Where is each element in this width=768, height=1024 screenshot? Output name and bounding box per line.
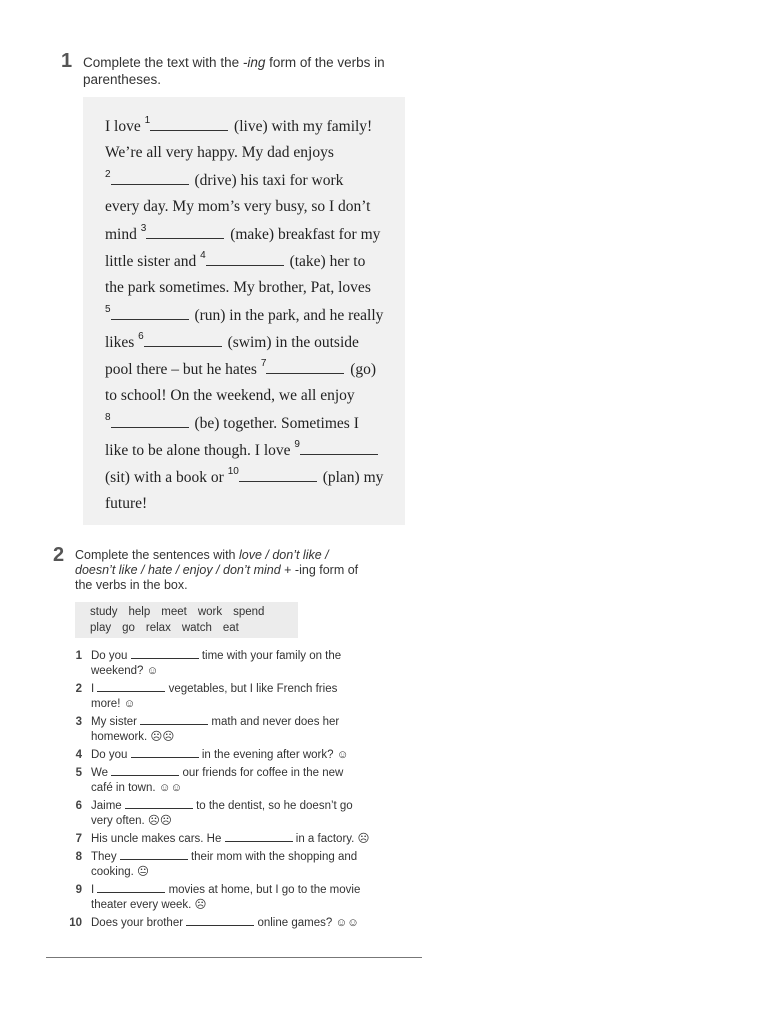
answer-blank[interactable]: [146, 237, 224, 239]
answer-blank[interactable]: [239, 480, 317, 482]
line-text: (drive) his taxi for work: [190, 172, 344, 190]
box-word: spend: [233, 606, 265, 618]
line-text: to school! On the weekend, we all enjoy: [105, 387, 355, 404]
answer-blank[interactable]: [97, 690, 165, 692]
line-text: mind: [105, 226, 141, 244]
item-text-line2: very often. ☹☹: [91, 815, 172, 827]
item-text-pre: His uncle makes cars. He: [91, 833, 225, 845]
sentence-item: [64, 682, 394, 712]
instruction-text: parentheses.: [83, 72, 162, 87]
exercise-1-text-box: [83, 97, 405, 525]
line-text: (be) together. Sometimes I: [190, 415, 359, 433]
item-number: 4: [75, 749, 82, 761]
sentence-item: [64, 916, 394, 931]
box-word: eat: [222, 622, 239, 634]
item-number: 10: [69, 917, 82, 929]
item-text-pre: I: [91, 683, 98, 695]
text-line: [105, 252, 365, 271]
line-text: (run) in the park, and he really: [190, 307, 384, 325]
line-text: (sit) with a book or: [105, 469, 228, 487]
text-line: [105, 468, 383, 487]
item-text: [91, 748, 391, 763]
text-line: [105, 387, 355, 405]
text-line: [105, 225, 380, 244]
instruction-italic: love / don’t like /: [238, 548, 329, 562]
box-word: go: [122, 622, 135, 634]
sentence-item: [64, 832, 394, 847]
item-text: [91, 883, 391, 913]
sentence-item: [64, 883, 394, 913]
blank-number: 8: [105, 412, 111, 423]
word-box: [75, 602, 298, 638]
blank-number: 2: [105, 169, 111, 180]
item-text-post: their mom with the shopping and: [187, 851, 358, 863]
item-text-post: in a factory. ☹: [292, 833, 370, 845]
answer-blank[interactable]: [97, 891, 165, 893]
item-text-pre: They: [91, 851, 120, 863]
box-word: watch: [181, 622, 212, 634]
item-number: 2: [75, 683, 82, 695]
item-text-post: online games? ☺☺: [254, 917, 359, 929]
line-text: every day. My mom’s very busy, so I don’t: [105, 198, 371, 215]
sentence-item: [64, 715, 394, 745]
item-text-pre: Do you: [91, 749, 131, 761]
line-text: future!: [105, 495, 148, 512]
item-text-post: math and never does her: [208, 716, 340, 728]
sentence-item: [64, 649, 394, 679]
item-text-line2: homework. ☹☹: [91, 731, 175, 743]
text-line: [105, 441, 380, 460]
item-number: 1: [75, 650, 82, 662]
item-number: 7: [75, 833, 82, 845]
line-text: the park sometimes. My brother, Pat, loves: [105, 279, 371, 296]
item-text-post: our friends for coffee in the new: [179, 767, 344, 779]
answer-blank[interactable]: [131, 756, 199, 758]
text-line: [105, 198, 370, 216]
box-word: relax: [145, 622, 171, 634]
text-line: [105, 306, 383, 325]
instruction-italic: -ing: [242, 55, 266, 70]
line-text: We’re all very happy. My dad enjoys: [105, 144, 334, 161]
answer-blank[interactable]: [111, 426, 189, 428]
answer-blank[interactable]: [225, 840, 293, 842]
answer-blank[interactable]: [206, 264, 284, 266]
item-text-line2: cooking. 😐: [91, 866, 150, 878]
item-text-post: in the evening after work? ☺: [198, 749, 349, 761]
blank-number: 4: [200, 250, 206, 261]
item-text-post: time with your family on the: [198, 650, 342, 662]
answer-blank[interactable]: [150, 129, 228, 131]
instruction-text: + -ing form of: [280, 563, 359, 577]
sentence-item: [64, 850, 394, 880]
line-text: like to be alone though. I love: [105, 442, 295, 460]
item-number: 9: [75, 884, 82, 896]
answer-blank[interactable]: [111, 318, 189, 320]
blank-number: 6: [138, 331, 144, 342]
text-line: [105, 117, 372, 136]
text-line: [105, 279, 371, 297]
item-number: 6: [75, 800, 82, 812]
sentence-item: [64, 766, 394, 796]
item-text: [91, 715, 391, 745]
line-text: (plan) my: [318, 469, 384, 487]
instruction-text: form of the verbs in: [265, 55, 385, 70]
sentence-item: [64, 799, 394, 829]
item-text-post: movies at home, but I go to the movie: [165, 884, 361, 896]
line-text: (take) her to: [285, 253, 366, 271]
blank-number: 3: [140, 223, 147, 234]
line-text: (swim) in the outside: [223, 334, 359, 352]
item-text-post: vegetables, but I like French fries: [165, 683, 338, 695]
item-text-line2: more! ☺: [91, 698, 136, 710]
box-word: meet: [161, 606, 187, 618]
bottom-divider: [46, 957, 422, 958]
exercise-2-instruction: [75, 548, 405, 593]
instruction-text: Complete the text with the: [83, 55, 243, 70]
text-line: [105, 360, 376, 379]
item-text-pre: We: [91, 767, 112, 779]
blank-number: 9: [294, 439, 300, 450]
box-word: work: [197, 606, 223, 618]
answer-blank[interactable]: [140, 723, 208, 725]
box-word: study: [90, 606, 118, 618]
item-text: [91, 799, 391, 829]
item-number: 5: [75, 767, 82, 779]
word-row-1: [90, 606, 275, 618]
answer-blank[interactable]: [266, 372, 344, 374]
instruction-text: the verbs in the box.: [75, 578, 188, 592]
item-text-post: to the dentist, so he doesn’t go: [192, 800, 353, 812]
item-text-pre: My sister: [91, 716, 141, 728]
text-line: [105, 333, 359, 352]
item-text-pre: Does your brother: [91, 917, 187, 929]
answer-blank[interactable]: [186, 924, 254, 926]
exercise-1-number: 1: [61, 50, 73, 72]
answer-blank[interactable]: [125, 807, 193, 809]
line-text: little sister and: [105, 253, 201, 271]
item-text-pre: Jaime: [91, 800, 125, 812]
instruction-italic: doesn’t like / hate / enjoy / don’t mind: [75, 563, 281, 577]
answer-blank[interactable]: [120, 858, 188, 860]
answer-blank[interactable]: [300, 453, 378, 455]
item-text-pre: I: [91, 884, 98, 896]
item-text: [91, 682, 391, 712]
text-line: [105, 144, 334, 162]
exercise-1-instruction: [83, 54, 413, 88]
text-line: [105, 495, 147, 513]
item-text: [91, 916, 391, 931]
box-word: help: [128, 606, 151, 618]
blank-number: 5: [105, 304, 111, 315]
exercise-2-number: 2: [53, 544, 65, 566]
blank-number: 1: [144, 115, 151, 126]
line-text: (make) breakfast for my: [226, 226, 381, 244]
answer-blank[interactable]: [144, 345, 222, 347]
sentence-item: [64, 748, 394, 763]
line-text: (go): [346, 361, 377, 379]
item-text-line2: café in town. ☺☺: [91, 782, 183, 794]
blank-number: 7: [260, 358, 267, 369]
item-text-line2: weekend? ☺: [91, 665, 159, 677]
line-text: likes: [105, 334, 139, 352]
blank-number: 10: [227, 466, 239, 477]
answer-blank[interactable]: [111, 774, 179, 776]
answer-blank[interactable]: [131, 657, 199, 659]
line-text: (live) with my family!: [230, 118, 373, 136]
item-number: 8: [75, 851, 82, 863]
instruction-text: Complete the sentences with: [75, 548, 239, 562]
item-text: [91, 832, 391, 847]
text-line: [105, 414, 359, 433]
line-text: I love: [105, 118, 145, 136]
box-word: play: [90, 622, 112, 634]
item-text-pre: Do you: [91, 650, 131, 662]
item-text-line2: theater every week. ☹: [91, 899, 207, 911]
answer-blank[interactable]: [111, 183, 189, 185]
item-text: [91, 850, 391, 880]
text-line: [105, 171, 343, 190]
word-row-2: [90, 622, 250, 634]
line-text: pool there – but he hates: [105, 361, 261, 379]
item-text: [91, 766, 391, 796]
item-number: 3: [75, 716, 82, 728]
item-text: [91, 649, 391, 679]
